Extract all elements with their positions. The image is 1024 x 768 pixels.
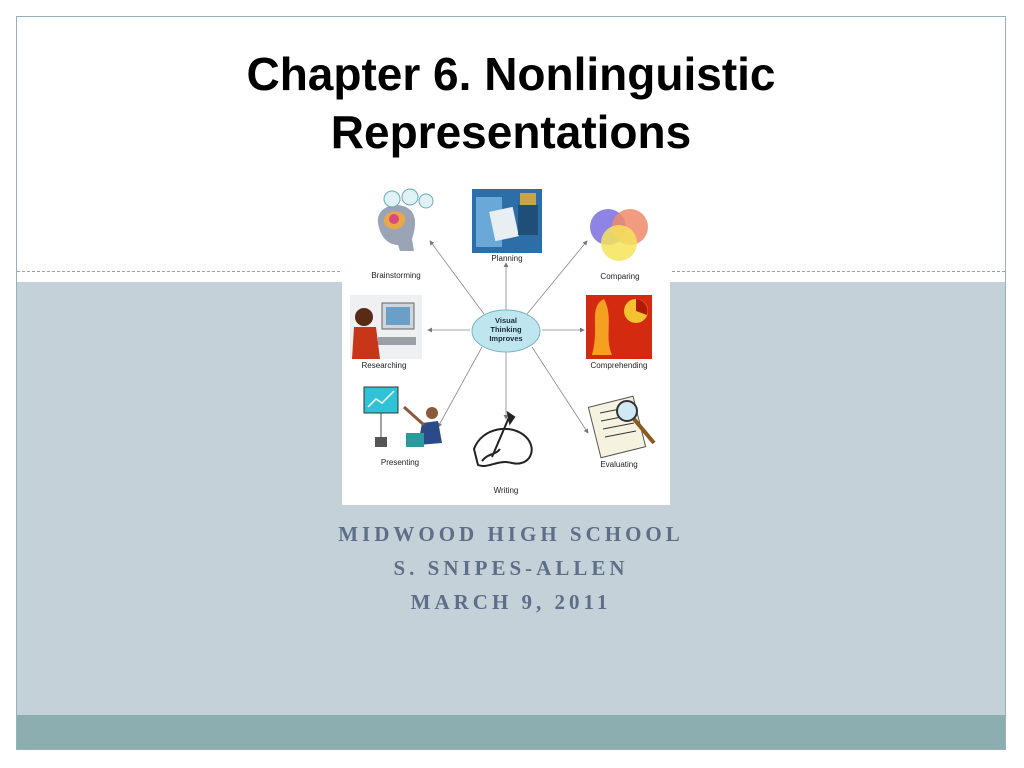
researching-image [350,295,422,359]
author-name: S. SNIPES-ALLEN [393,556,629,580]
comprehending-image [586,295,652,359]
writing-image [474,413,532,466]
slide-title [17,45,1005,161]
school-name: MIDWOOD HIGH SCHOOL [338,522,684,546]
bottom-bar [17,715,1005,749]
comprehending-label: Comprehending [590,361,648,370]
visual-thinking-diagram [342,187,670,505]
researching-label: Researching [361,361,407,370]
slide-title-line-2: Representations [330,106,692,158]
evaluating-image [588,396,654,458]
comparing-label: Comparing [600,272,640,281]
planning-label: Planning [491,254,523,263]
center-label-line-3: Improves [489,334,523,343]
presenting-label: Presenting [380,458,420,467]
evaluating-label: Evaluating [600,460,638,469]
brainstorming-image [378,189,433,251]
slide-title-line-1: Chapter 6. Nonlinguistic [246,48,776,100]
brainstorming-label: Brainstorming [371,271,421,280]
subtitle-block [17,517,1005,619]
center-label-line-2: Thinking [490,325,522,334]
writing-label: Writing [493,486,519,495]
presentation-date: MARCH 9, 2011 [410,590,612,614]
slide [16,16,1006,750]
planning-image [472,189,542,253]
presenting-image [364,387,442,447]
center-label-line-1: Visual [495,316,517,325]
comparing-image [590,209,648,261]
